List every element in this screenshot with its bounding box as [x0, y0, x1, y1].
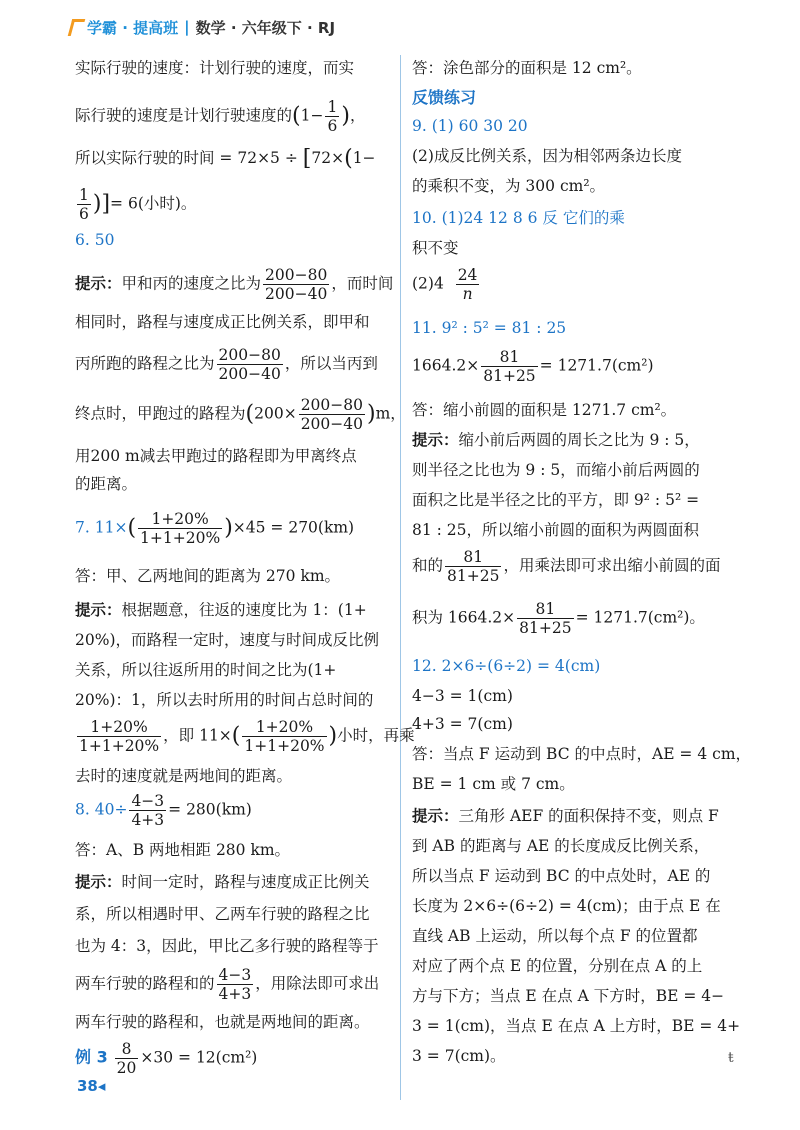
text-line: 答：涂色部分的面积是 12 cm²。 [412, 59, 642, 77]
answer-8: 8. 40÷ $\frac{4-3}{4+3}$ = 280(km) [75, 792, 252, 829]
text-line: 面积之比是半径之比的平方，即 9² : 5² = [412, 491, 700, 509]
text-line: 答：甲、乙两地间的距离为 270 km。 [75, 567, 341, 585]
fraction: $\frac{1}{6}$ [79, 186, 89, 223]
text-line: 答：缩小前圆的面积是 1271.7 cm²。 [412, 401, 677, 419]
text-line: 所以实际行驶的时间 = 72×5 ÷ [72×(1− [75, 146, 376, 171]
text-line: $\frac{1}{6}$ )]= 6(小时)。 [79, 186, 197, 223]
fraction: $\frac{81}{81+25}$ [519, 600, 572, 637]
text-line: 4−3 = 1(cm) [412, 687, 513, 705]
text-line: 两车行驶的路程和，也就是两地间的距离。 [75, 1013, 370, 1031]
hint-7: 提示：根据题意，往返的速度比为 1：(1+ [75, 601, 367, 619]
text-line: 的乘积不变，为 300 cm²。 [412, 177, 606, 195]
text-line: 长度为 2×6÷(6÷2) = 4(cm)；由于点 E 在 [412, 897, 721, 915]
fraction: $\frac{8}{20}$ [116, 1040, 137, 1077]
answer-9: 9. (1) 60 30 20 [412, 117, 528, 135]
hint-6: 提示：甲和丙的速度之比为 $\frac{200-80}{200-40}$ ，而时间 [75, 266, 394, 303]
text-line: 81 : 25，所以缩小前圆的面积为两圆面积 [412, 521, 700, 539]
text-line: 到 AB 的距离与 AE 的长度成反比例关系， [412, 837, 710, 855]
hint-12: 提示：三角形 AEF 的面积保持不变，则点 F [412, 807, 719, 825]
fraction: $\frac{200-80}{200-40}$ [265, 266, 328, 303]
fraction: $\frac{4-3}{4+3}$ [131, 792, 165, 829]
text-line: 系，所以相遇时甲、乙两车行驶的路程之比 [75, 905, 370, 923]
text-line: (2)4 $\frac{24}{n}$ [412, 266, 478, 303]
text-line: 丙所跑的路程之比为 $\frac{200-80}{200-40}$ ，所以当丙到 [75, 346, 378, 383]
page-header [70, 12, 335, 42]
text-line: 两车行驶的路程和的 $\frac{4-3}{4+3}$ ，用除法即可求出 [75, 966, 380, 1003]
brand-name: 学霸 · 提高班 [87, 18, 179, 37]
fraction: $\frac{81}{81+25}$ [447, 548, 500, 585]
text-line: 积不变 [412, 239, 459, 257]
text-line: 和的 $\frac{81}{81+25}$ ，用乘法即可求出缩小前圆的面 [412, 548, 721, 585]
fraction: $\frac{1+20\%}{1+1+20\%}$ [140, 510, 221, 547]
fraction: $\frac{24}{n}$ [457, 266, 478, 303]
fraction: $\frac{200-80}{200-40}$ [218, 346, 281, 383]
text-line: 际行驶的速度是计划行驶速度的(1− $\frac{1}{6}$ )， [75, 98, 366, 135]
answer-7: 7. 11×( $\frac{1+20\%}{1+1+20\%}$ )×45 = 270(km) [75, 510, 355, 547]
text-line: 用200 m减去甲跑过的路程即为甲离终点 [75, 447, 357, 465]
text-line: 积为 1664.2× $\frac{81}{81+25}$ = 1271.7(cm²)。 [412, 600, 705, 637]
answer-11: 11. 9² : 5² = 81 : 25 [412, 319, 567, 337]
text-line: 去时的速度就是两地间的距离。 [75, 767, 293, 785]
text-line: 1664.2× $\frac{81}{81+25}$ = 1271.7(cm²) [412, 348, 654, 385]
brand-logo-icon [68, 19, 86, 36]
fraction: $\frac{1}{6}$ [327, 98, 338, 135]
text-line: 所以当点 F 运动到 BC 的中点处时，AE 的 [412, 867, 711, 885]
text-line: $\frac{1+20\%}{1+1+20\%}$ ，即 11×( $\frac{1+20\%}{1+1+20\%}$ )小时，再乘 [79, 718, 415, 755]
text-line: 关系，所以往返所用的时间之比为(1+ [75, 661, 337, 679]
fraction: $\frac{1+20\%}{1+1+20\%}$ [79, 718, 160, 755]
pencil-mark: ŧ [728, 1050, 734, 1066]
answer-12: 12. 2×6÷(6÷2) = 4(cm) [412, 657, 601, 675]
fraction: $\frac{200-80}{200-40}$ [300, 396, 363, 433]
answer-10: 10. (1)24 12 8 6 反 它们的乘 [412, 209, 625, 227]
section-heading: 反馈练习 [412, 88, 477, 107]
text-line: 答：当点 F 运动到 BC 的中点时，AE = 4 cm， [412, 745, 752, 763]
column-divider [400, 55, 401, 1100]
text-line: BE = 1 cm 或 7 cm。 [412, 775, 575, 793]
text-line: 3 = 1(cm)，当点 E 在点 A 上方时，BE = 4+ [412, 1017, 741, 1035]
hint-8: 提示：时间一定时，路程与速度成正比例关 [75, 873, 370, 891]
text-line: (2)成反比例关系，因为相邻两条边长度 [412, 147, 682, 165]
example-3: 例 3 $\frac{8}{20}$ ×30 = 12(cm²) [75, 1040, 258, 1077]
fraction: $\frac{1+20\%}{1+1+20\%}$ [244, 718, 325, 755]
text-line: 直线 AB 上运动，所以每个点 F 的位置都 [412, 927, 698, 945]
text-line: 对应了两个点 E 的位置，分别在点 A 的上 [412, 957, 703, 975]
fraction: $\frac{4-3}{4+3}$ [218, 966, 252, 1003]
fraction: $\frac{81}{81+25}$ [483, 348, 536, 385]
text-line: 4+3 = 7(cm) [412, 715, 513, 733]
text-line: 的距离。 [75, 475, 138, 493]
text-line: 实际行驶的速度：计划行驶的速度，而实 [75, 59, 355, 77]
header-separator: | [184, 18, 190, 36]
page-number: 38◂ [77, 1077, 106, 1095]
answer-6: 6. 50 [75, 231, 115, 249]
book-title: 数学 · 六年级下 · RJ [195, 18, 336, 37]
text-line: 终点时，甲跑过的路程为(200× $\frac{200-80}{200-40}$ )m， [75, 396, 406, 433]
text-line: 也为 4：3，因此，甲比乙多行驶的路程等于 [75, 937, 379, 955]
text-line: 20%)：1，所以去时所用的时间占总时间的 [75, 691, 374, 709]
text-line: 相同时，路程与速度成正比例关系，即甲和 [75, 313, 370, 331]
text-line: 则半径之比也为 9 : 5，而缩小前后两圆的 [412, 461, 700, 479]
hint-11: 提示：缩小前后两圆的周长之比为 9 : 5， [412, 431, 700, 449]
text-line: 答：A、B 两地相距 280 km。 [75, 841, 291, 859]
text-line: 20%)，而路程一定时，速度与时间成反比例 [75, 631, 379, 649]
text-line: 方与下方；当点 E 在点 A 下方时，BE = 4− [412, 987, 725, 1005]
text-line: 3 = 7(cm)。 [412, 1047, 506, 1065]
